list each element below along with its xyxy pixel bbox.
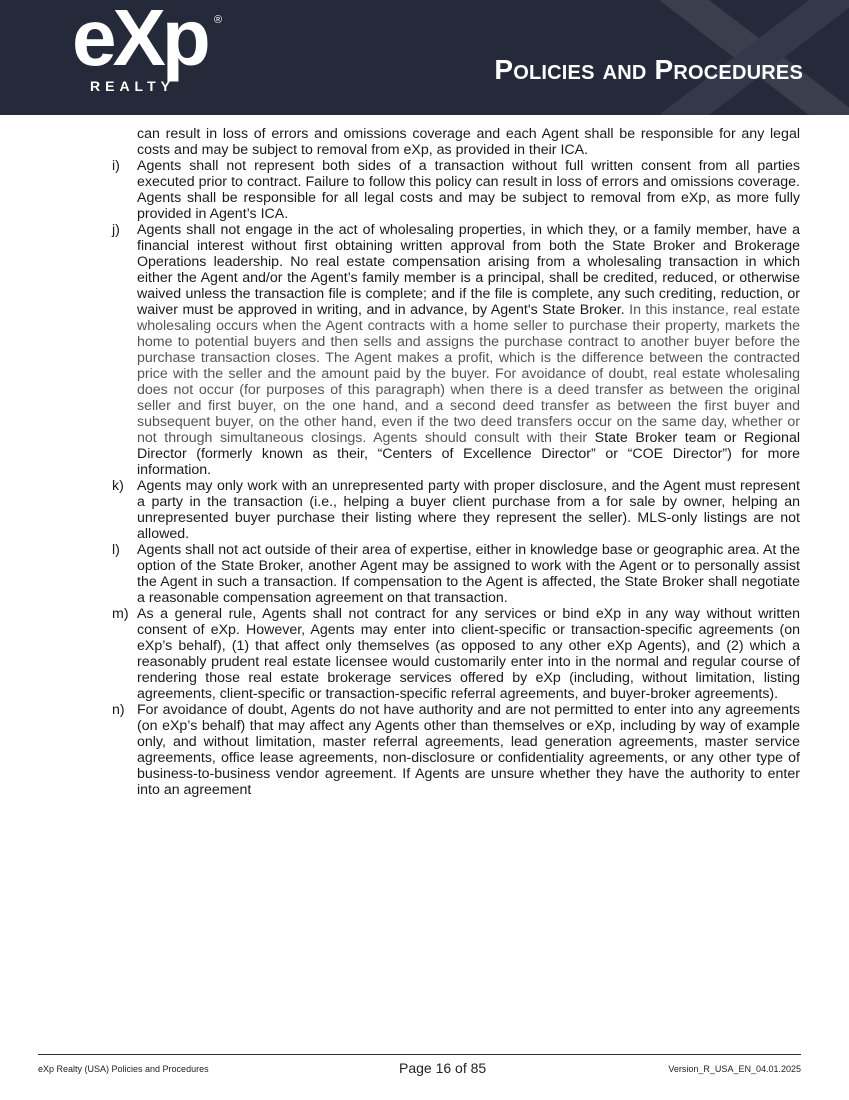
footer-page-number: Page 16 of 85 <box>399 1060 487 1076</box>
footer-document-name: eXp Realty (USA) Policies and Procedures <box>38 1064 209 1074</box>
list-item-text: Agents may only work with an unrepresented party with proper disclosure, and the Agent must represent a party in the transaction (i.e., helping a buyer client purchase from a for sale by owner, helping an unrepresented buyer purchase their listing where they represent the seller). MLS-only listings are not allowed. <box>137 478 800 542</box>
list-item-text-gray: In this instance, real estate wholesaling occurs when the Agent contracts with a home seller to purchase their property, markets the home to potential buyers and then sells and assigns the purchase contract to another buyer before the purchase transaction closes. The Agent makes a profit, which is the difference between the contracted price with the seller and the amount paid by the buyer. For avoidance of doubt, real estate wholesaling does not occur (for purposes of this paragraph) when there is a deed transfer as between the original seller and first buyer, on the one hand, and a second deed transfer as between the first buyer and subsequent buyer, on the other hand, even if the two deed transfers occur on the same day, whether or not through simultaneous closings. Agents should consult with their <box>137 302 800 446</box>
list-item-text-end: State Broker team or Regional Director (formerly known as their, “Centers of Excellence Director” or “COE Director”) for more information. <box>137 430 800 478</box>
list-item-i <box>112 158 800 222</box>
list-item-text: For avoidance of doubt, Agents do not have authority and are not permitted to enter into any agreements (on eXp’s behalf) that may affect any Agents other than themselves or eXp, including by way of example only, and without limitation, master referral agreements, lead generation agreements, master service agreements, office lease agreements, non-disclosure or confidentiality agreements, or any other type of business-to-business vendor agreement. If Agents are unsure whether they have the authority to enter into an agreement <box>137 702 800 798</box>
page-title: Policies and Procedures <box>494 54 803 85</box>
list-item-j <box>112 222 800 478</box>
footer-divider <box>38 1054 801 1055</box>
list-letter: n) <box>112 702 125 718</box>
list-item-text: Agents shall not act outside of their area of expertise, either in knowledge base or geographic area. At the option of the State Broker, another Agent may be assigned to work with the Agent or to personally assist the Agent in such a transaction. If compensation to the Agent is affected, the State Broker shall negotiate a reasonable compensation agreement on that transaction. <box>137 542 800 606</box>
document-body <box>112 126 800 798</box>
list-letter: j) <box>112 222 120 238</box>
list-letter: i) <box>112 158 120 174</box>
logo-sub-text: REALTY <box>90 78 175 94</box>
list-letter: k) <box>112 478 124 494</box>
list-item-l <box>112 542 800 606</box>
list-item-k <box>112 478 800 542</box>
page-header <box>0 0 849 115</box>
list-item-text: As a general rule, Agents shall not contract for any services or bind eXp in any way without written consent of eXp. However, Agents may enter into client-specific or transaction-specific agreements (on eXp’s behalf), (1) that affect only themselves (as opposed to any other eXp Agents), and (2) which a reasonably prudent real estate licensee would customarily enter into in the normal and regular course of rendering those real estate brokerage services offered by eXp (including, without limitation, listing agreements, client-specific or transaction-specific referral agreements, and buyer-broker agreements). <box>137 606 800 702</box>
continued-paragraph: can result in loss of errors and omissions coverage and each Agent shall be responsible for any legal costs and may be subject to removal from eXp, as provided in their ICA. <box>137 126 800 158</box>
list-letter: m) <box>112 606 129 622</box>
list-item-text: Agents shall not represent both sides of a transaction without full written consent from all parties executed prior to contract. Failure to follow this policy can result in loss of errors and omissions coverage. Agents shall be responsible for all legal costs and may be subject to removal from eXp, as more fully provided in Agent’s ICA. <box>137 158 800 222</box>
list-item-n <box>112 702 800 798</box>
footer-version: Version_R_USA_EN_04.01.2025 <box>668 1064 801 1074</box>
list-letter: l) <box>112 542 120 558</box>
list-item-m <box>112 606 800 702</box>
logo-registered-mark: ® <box>214 14 223 26</box>
logo-main-text: eXp <box>72 0 207 82</box>
list-item-text: Agents shall not engage in the act of wholesaling properties, in which they, or a family member, have a financial interest without first obtaining written approval from both the State Broker and Brokerage Operations leadership. No real estate compensation arising from a wholesaling transaction in which either the Agent and/or the Agent’s family member is a principal, shall be credited, reduced, or otherwise waived unless the transaction file is complete; and if the file is complete, any such crediting, reduction, or waiver must be approved in writing, and in advance, by Agent's State Broker. <box>137 222 800 318</box>
exp-realty-logo <box>72 0 232 102</box>
